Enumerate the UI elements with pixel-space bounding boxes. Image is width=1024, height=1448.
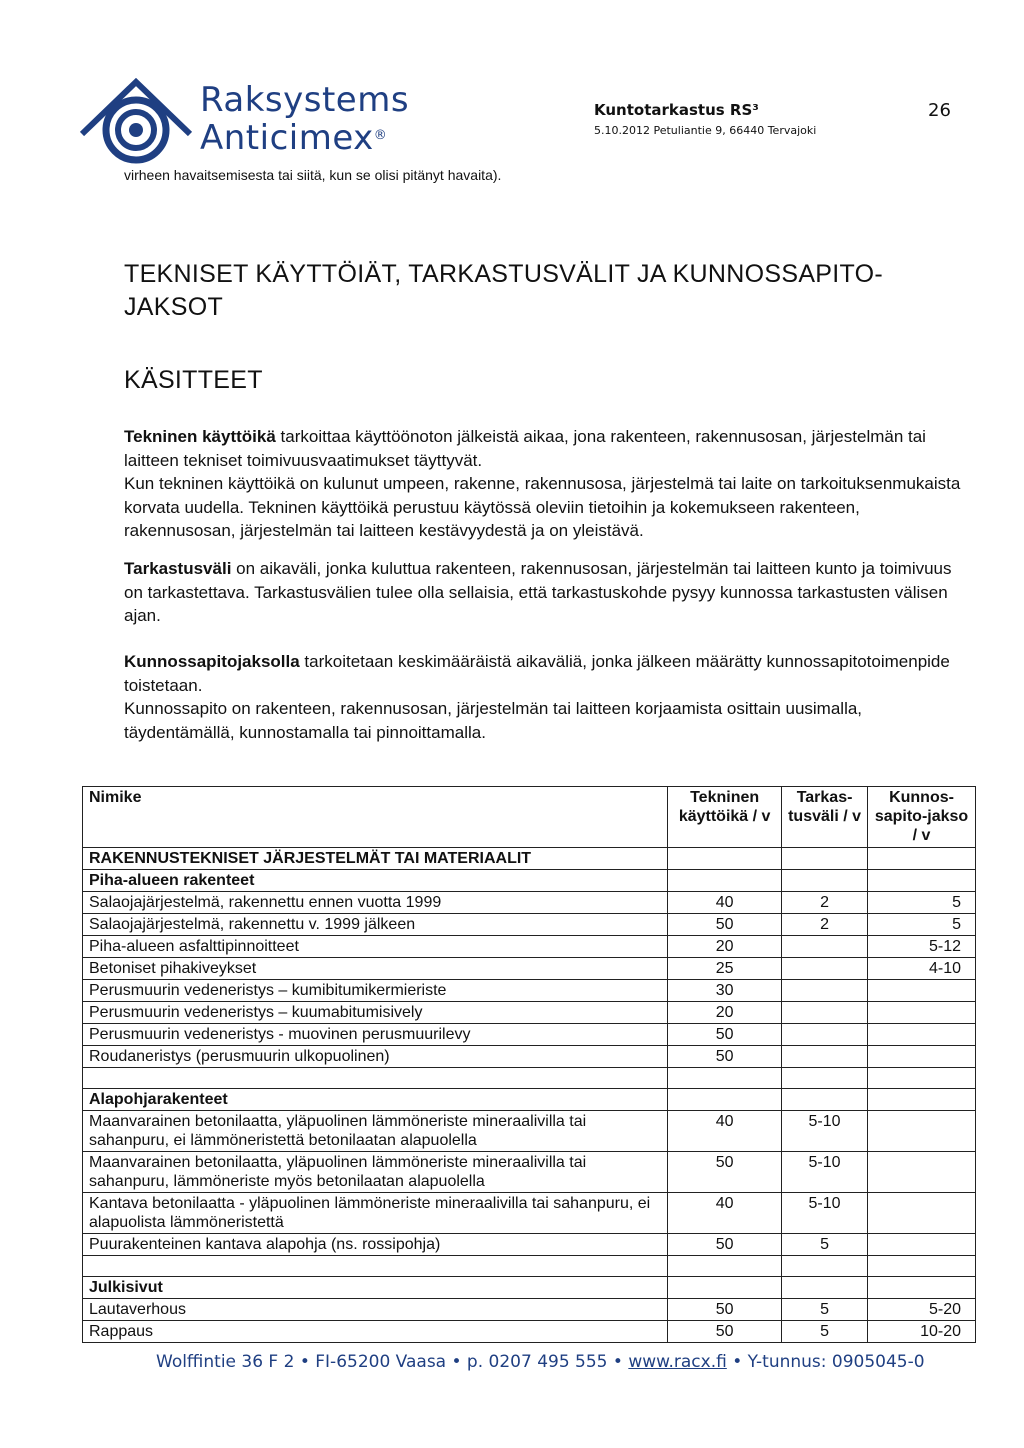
table-row [83, 958, 976, 980]
header-kunnossapitojakso: Kunnos-sapito-jakso / v [868, 787, 976, 848]
cell-kunnossapitojakso [868, 1046, 976, 1068]
cell-tekninen-kayttoika: 50 [668, 1234, 782, 1256]
cell-tekninen-kayttoika: 50 [668, 1299, 782, 1321]
cell-kunnossapitojakso [868, 1089, 976, 1111]
table-row [83, 848, 976, 870]
cell-nimike: Rappaus [83, 1321, 668, 1343]
cell-kunnossapitojakso: 5 [868, 914, 976, 936]
cell-tarkastusvali: 5-10 [782, 1111, 868, 1152]
cell-tarkastusvali [782, 1089, 868, 1111]
cell-nimike: Roudaneristys (perusmuurin ulkopuolinen) [83, 1046, 668, 1068]
paragraph-tarkastusvali: Tarkastusväli on aikaväli, jonka kuluttua rakenteen, rakennusosan, järjestelmän tai laitteen kunto ja toimivuus on tarkastettava. Tarkastusvälien tulee olla sellaisia, että tarkastuskohde pysyy kunnossa tarkastusten välisen ajan. [124, 559, 952, 625]
cell-kunnossapitojakso: 4-10 [868, 958, 976, 980]
cell-tekninen-kayttoika: 50 [668, 1024, 782, 1046]
table-row [83, 1193, 976, 1234]
cell-nimike: Perusmuurin vedeneristys – kumibitumikermieriste [83, 980, 668, 1002]
table-header-row [83, 787, 976, 848]
cell-tekninen-kayttoika [668, 870, 782, 892]
cell-tarkastusvali [782, 1002, 868, 1024]
cell-tekninen-kayttoika: 50 [668, 1046, 782, 1068]
cell-kunnossapitojakso [868, 870, 976, 892]
cell-tekninen-kayttoika [668, 848, 782, 870]
cell-kunnossapitojakso [868, 1256, 976, 1277]
page-number: 26 [928, 100, 951, 121]
table-row [83, 1024, 976, 1046]
page-title: TEKNISET KÄYTTÖIÄT, TARKASTUSVÄLIT JA KUNNOSSAPITO-JAKSOT [124, 260, 884, 321]
service-life-table [82, 786, 976, 1343]
cell-tekninen-kayttoika: 25 [668, 958, 782, 980]
cell-tarkastusvali [782, 1277, 868, 1299]
cell-nimike: Kantava betonilaatta - yläpuolinen lämmöneriste mineraalivilla tai sahanpuru, ei alapuolista lämmöneristettä [83, 1193, 668, 1234]
cell-nimike [83, 1256, 668, 1277]
table-row [83, 1321, 976, 1343]
cell-tarkastusvali: 5 [782, 1234, 868, 1256]
cell-kunnossapitojakso: 5-20 [868, 1299, 976, 1321]
cell-tekninen-kayttoika [668, 1256, 782, 1277]
header-nimike: Nimike [83, 787, 668, 848]
term-tarkastusvali: Tarkastusväli [124, 559, 232, 578]
document-subtitle: 5.10.2012 Petuliantie 9, 66440 Tervajoki [594, 124, 817, 137]
paragraph-kunnossapitojakso: Kunnossapitojaksolla tarkoitetaan keskimääräistä aikaväliä, jonka jälkeen määrätty kunnossapitotoimenpide toistetaan. Kunnossapito on rakenteen, rakennusosan, järjestelmän tai laitteen korjaamista osittain uusimalla, täydentämällä, kunnostamalla tai pinnoittamalla. [124, 652, 950, 742]
cell-tarkastusvali: 5 [782, 1299, 868, 1321]
footer-address: Wolffintie 36 F 2 • FI-65200 Vaasa • p. 0207 495 555 • [156, 1352, 629, 1372]
footer [156, 1352, 925, 1372]
cell-tekninen-kayttoika: 30 [668, 980, 782, 1002]
header-tekninen-kayttoika: Tekninen käyttöikä / v [668, 787, 782, 848]
section-heading: KÄSITTEET [124, 366, 263, 394]
cell-nimike: Maanvarainen betonilaatta, yläpuolinen lämmöneriste mineraalivilla tai sahanpuru, lämmöneriste myös betonilaatan alapuolella [83, 1152, 668, 1193]
cell-tarkastusvali [782, 1024, 868, 1046]
cell-kunnossapitojakso [868, 1002, 976, 1024]
cell-nimike: Perusmuurin vedeneristys – kuumabitumisively [83, 1002, 668, 1024]
cell-tarkastusvali: 2 [782, 914, 868, 936]
table-row [83, 1089, 976, 1111]
cell-tekninen-kayttoika [668, 1277, 782, 1299]
cell-tarkastusvali [782, 848, 868, 870]
cell-tekninen-kayttoika: 50 [668, 914, 782, 936]
cell-tarkastusvali [782, 1256, 868, 1277]
cell-tekninen-kayttoika [668, 1089, 782, 1111]
cell-nimike [83, 1068, 668, 1089]
cell-tarkastusvali: 2 [782, 892, 868, 914]
table-row [83, 1046, 976, 1068]
cell-kunnossapitojakso [868, 1111, 976, 1152]
table-row [83, 1234, 976, 1256]
cell-kunnossapitojakso [868, 848, 976, 870]
table-row [83, 1068, 976, 1089]
cell-kunnossapitojakso [868, 980, 976, 1002]
cell-tekninen-kayttoika: 50 [668, 1152, 782, 1193]
cell-nimike: Piha-alueen asfalttipinnoitteet [83, 936, 668, 958]
cell-nimike: Piha-alueen rakenteet [83, 870, 668, 892]
table-row [83, 936, 976, 958]
cell-nimike: Puurakenteinen kantava alapohja (ns. rossipohja) [83, 1234, 668, 1256]
cell-kunnossapitojakso [868, 1152, 976, 1193]
cell-nimike: RAKENNUSTEKNISET JÄRJESTELMÄT TAI MATERIAALIT [83, 848, 668, 870]
cell-tekninen-kayttoika: 40 [668, 892, 782, 914]
paragraph-tekninen-kayttoika: Tekninen käyttöikä tarkoittaa käyttöönoton jälkeistä aikaa, jona rakenteen, rakennusosan, järjestelmän tai laitteen tekniset toimivuusvaatimukset täyttyvät. Kun tekninen käyttöikä on kulunut umpeen, rakenne, rakennusosa, järjestelmä tai laite on tarkoituksenmukaista korvata uudella. Tekninen käyttöikä perustuu käytössä oleviin tietoihin ja kokemukseen rakenteen, rakennusosan, järjestelmän tai laitteen kestävyydestä ja on yleistävä. [124, 427, 961, 540]
brand-raksystems: Raksystems [200, 80, 410, 120]
table-row [83, 1111, 976, 1152]
cell-tarkastusvali: 5-10 [782, 1152, 868, 1193]
cell-tarkastusvali [782, 1046, 868, 1068]
cell-tekninen-kayttoika: 40 [668, 1193, 782, 1234]
cell-tekninen-kayttoika: 20 [668, 1002, 782, 1024]
cell-tekninen-kayttoika: 50 [668, 1321, 782, 1343]
cell-kunnossapitojakso [868, 1277, 976, 1299]
table-row [83, 914, 976, 936]
cell-tekninen-kayttoika: 20 [668, 936, 782, 958]
cell-kunnossapitojakso [868, 1068, 976, 1089]
table-row [83, 1152, 976, 1193]
cell-nimike: Perusmuurin vedeneristys - muovinen perusmuurilevy [83, 1024, 668, 1046]
cell-kunnossapitojakso [868, 1193, 976, 1234]
cell-tarkastusvali [782, 870, 868, 892]
continuation-text: virheen havaitsemisesta tai siitä, kun se olisi pitänyt havaita). [124, 167, 502, 183]
cell-kunnossapitojakso [868, 1024, 976, 1046]
cell-tarkastusvali [782, 980, 868, 1002]
cell-kunnossapitojakso: 5 [868, 892, 976, 914]
term-kunnossapitojakso: Kunnossapitojaksolla [124, 652, 300, 671]
cell-tarkastusvali [782, 936, 868, 958]
cell-tarkastusvali: 5 [782, 1321, 868, 1343]
header-tarkastusvali: Tarkas-tusväli / v [782, 787, 868, 848]
cell-tekninen-kayttoika: 40 [668, 1111, 782, 1152]
table-row [83, 1256, 976, 1277]
cell-nimike: Salaojajärjestelmä, rakennettu ennen vuotta 1999 [83, 892, 668, 914]
table-row [83, 892, 976, 914]
cell-tarkastusvali [782, 1068, 868, 1089]
cell-nimike: Julkisivut [83, 1277, 668, 1299]
table-row [83, 1277, 976, 1299]
table-row [83, 1002, 976, 1024]
table-row [83, 870, 976, 892]
cell-kunnossapitojakso: 5-12 [868, 936, 976, 958]
brand-anticimex: Anticimex® [200, 118, 388, 158]
cell-kunnossapitojakso: 10-20 [868, 1321, 976, 1343]
cell-nimike: Betoniset pihakiveykset [83, 958, 668, 980]
cell-tekninen-kayttoika [668, 1068, 782, 1089]
footer-ytunnus: • Y-tunnus: 0905045-0 [726, 1352, 925, 1372]
cell-tarkastusvali [782, 958, 868, 980]
cell-nimike: Lautaverhous [83, 1299, 668, 1321]
document-title: Kuntotarkastus RS³ [594, 101, 759, 119]
table-row [83, 980, 976, 1002]
cell-nimike: Maanvarainen betonilaatta, yläpuolinen lämmöneriste mineraalivilla tai sahanpuru, ei lämmöneristettä betonilaatan alapuolella [83, 1111, 668, 1152]
term-tekninen-kayttoika: Tekninen käyttöikä [124, 427, 276, 446]
cell-kunnossapitojakso [868, 1234, 976, 1256]
footer-website-link[interactable]: www.racx.fi [628, 1352, 727, 1372]
cell-nimike: Alapohjarakenteet [83, 1089, 668, 1111]
cell-nimike: Salaojajärjestelmä, rakennettu v. 1999 jälkeen [83, 914, 668, 936]
cell-tarkastusvali: 5-10 [782, 1193, 868, 1234]
table-row [83, 1299, 976, 1321]
